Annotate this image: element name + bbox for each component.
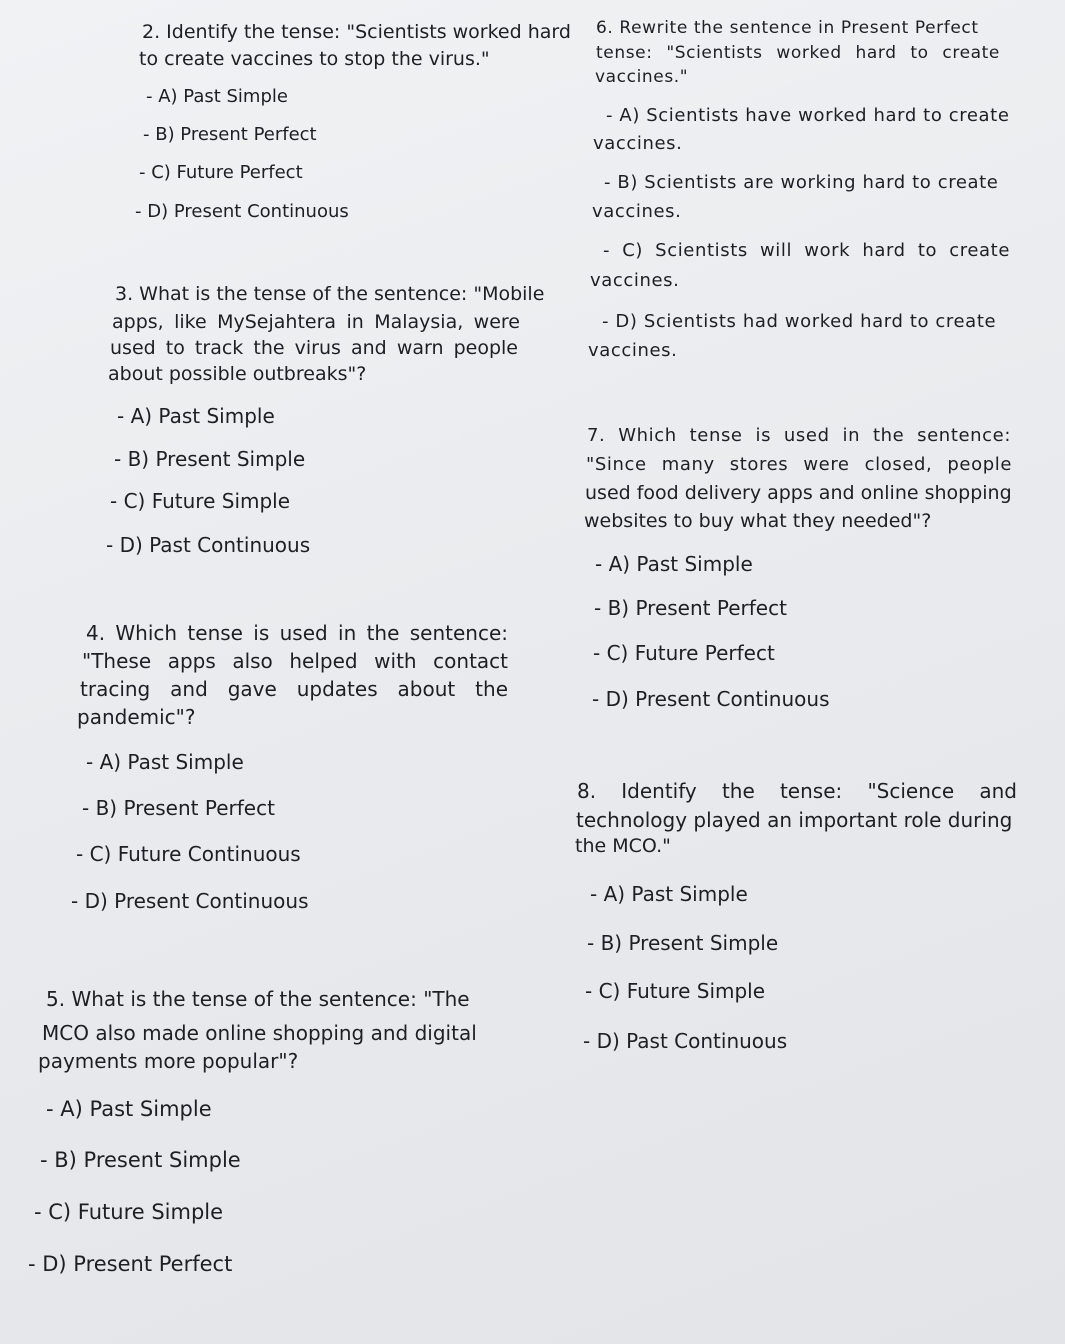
question-4-line-1: 4. Which tense is used in the sentence: — [86, 621, 508, 645]
question-4-option-d: - D) Present Continuous — [71, 889, 309, 913]
question-8-line-3: the MCO." — [575, 835, 671, 857]
question-3-line-1: 3. What is the tense of the sentence: "Mobile — [115, 283, 545, 305]
question-6-option-b-line-2: vaccines. — [592, 201, 682, 222]
question-4-line-3: tracing and gave updates about the — [80, 677, 508, 701]
question-6-line-1: 6. Rewrite the sentence in Present Perfect — [596, 18, 979, 38]
question-7-option-c: - C) Future Perfect — [593, 641, 775, 665]
question-4-option-b: - B) Present Perfect — [82, 796, 275, 820]
question-6-option-b-line-1: - B) Scientists are working hard to create — [604, 172, 999, 193]
question-7-option-d: - D) Present Continuous — [592, 687, 830, 711]
question-6-line-3: vaccines." — [595, 67, 689, 87]
question-2-option-a: - A) Past Simple — [146, 86, 288, 107]
question-3-option-d: - D) Past Continuous — [106, 533, 311, 557]
question-6-option-a-line-2: vaccines. — [593, 133, 683, 154]
question-6-option-c-line-1: - C) Scientists will work hard to create — [603, 240, 1010, 261]
question-3-line-3: used to track the virus and warn people — [110, 337, 518, 359]
question-4-option-c: - C) Future Continuous — [76, 842, 301, 866]
question-2-option-c: - C) Future Perfect — [139, 162, 303, 183]
question-7-line-4: websites to buy what they needed"? — [584, 510, 932, 532]
question-7-line-2: "Since many stores were closed, people — [586, 454, 1012, 475]
question-2-option-b: - B) Present Perfect — [143, 124, 317, 145]
question-2-line-1: 2. Identify the tense: "Scientists worked hard — [142, 21, 571, 43]
question-6-option-d-line-1: - D) Scientists had worked hard to create — [602, 311, 997, 332]
question-6-option-a-line-1: - A) Scientists have worked hard to create — [606, 105, 1010, 126]
question-7-line-1: 7. Which tense is used in the sentence: — [587, 425, 1011, 446]
question-7-option-b: - B) Present Perfect — [594, 596, 787, 620]
question-2-option-d: - D) Present Continuous — [135, 201, 349, 222]
question-8-option-a: - A) Past Simple — [590, 882, 748, 906]
question-3-option-b: - B) Present Simple — [114, 447, 306, 471]
question-6-line-2: tense: "Scientists worked hard to create — [596, 43, 1000, 63]
question-8-line-2: technology played an important role during — [576, 808, 1013, 832]
question-8-option-c: - C) Future Simple — [585, 979, 766, 1003]
question-5-line-2: MCO also made online shopping and digital — [42, 1021, 477, 1045]
question-7-line-3: used food delivery apps and online shopping — [585, 482, 1012, 504]
question-3-option-c: - C) Future Simple — [110, 489, 291, 513]
question-8-line-1: 8. Identify the tense: "Science and — [577, 779, 1017, 803]
question-5-line-1: 5. What is the tense of the sentence: "The — [46, 987, 470, 1011]
question-6-option-d-line-2: vaccines. — [588, 340, 678, 361]
question-3-option-a: - A) Past Simple — [117, 404, 275, 428]
question-4-line-4: pandemic"? — [77, 705, 196, 729]
question-5-line-3: payments more popular"? — [38, 1049, 299, 1073]
question-3-line-4: about possible outbreaks"? — [108, 363, 367, 385]
question-8-option-d: - D) Past Continuous — [583, 1029, 788, 1053]
question-5-option-b: - B) Present Simple — [40, 1148, 241, 1172]
question-4-option-a: - A) Past Simple — [86, 750, 244, 774]
question-5-option-c: - C) Future Simple — [34, 1200, 224, 1224]
question-8-option-b: - B) Present Simple — [587, 931, 779, 955]
question-4-line-2: "These apps also helped with contact — [82, 649, 508, 673]
question-5-option-a: - A) Past Simple — [46, 1097, 212, 1121]
question-3-line-2: apps, like MySejahtera in Malaysia, were — [112, 311, 520, 333]
question-5-option-d: - D) Present Perfect — [28, 1252, 233, 1276]
question-7-option-a: - A) Past Simple — [595, 552, 753, 576]
question-6-option-c-line-2: vaccines. — [590, 270, 680, 291]
question-2-line-2: to create vaccines to stop the virus." — [139, 48, 490, 70]
